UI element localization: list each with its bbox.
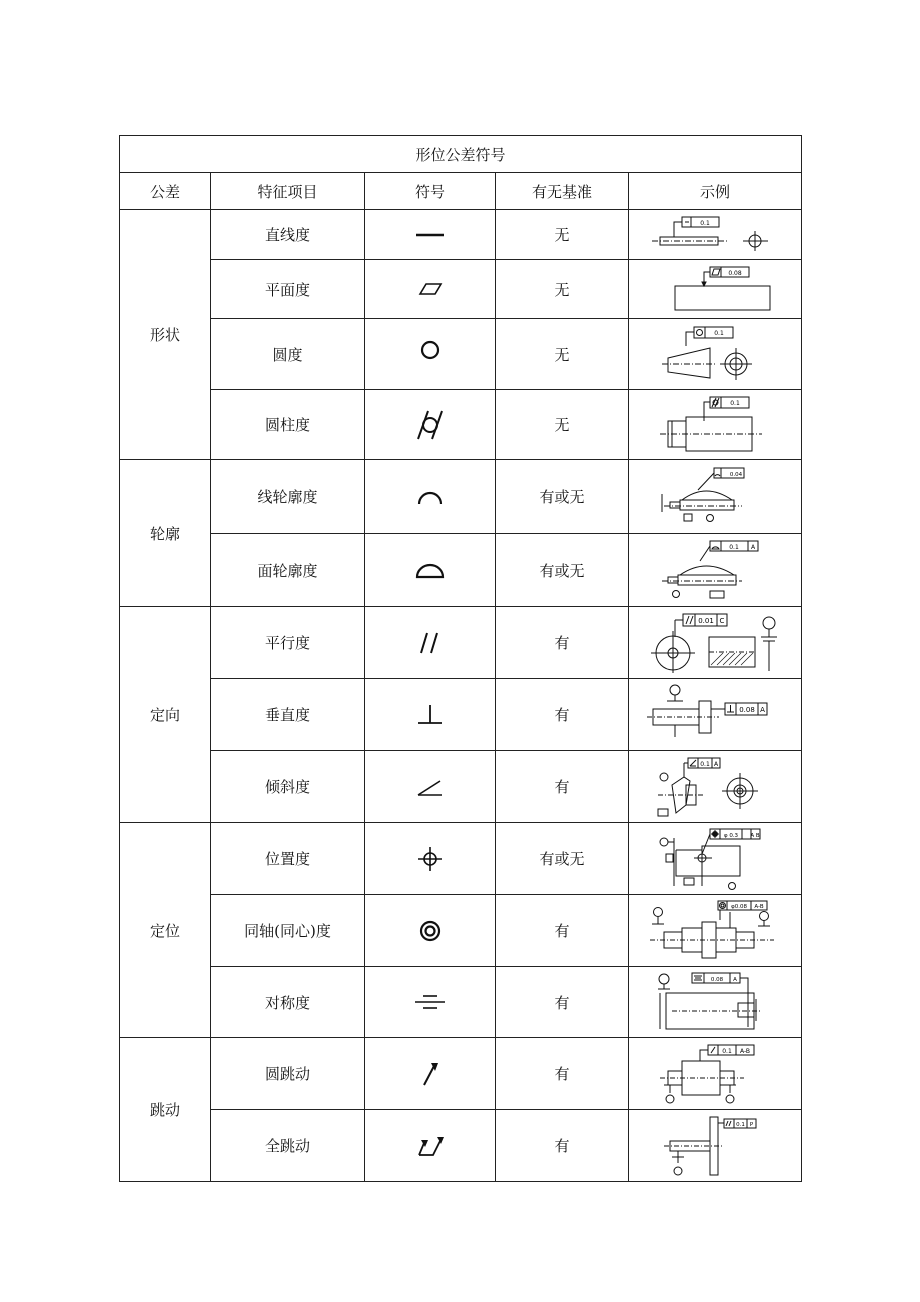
feature-cell: 垂直度 [211, 679, 365, 751]
example-datum: A [733, 977, 737, 983]
symbol-cell [365, 895, 496, 967]
example-value: 0.1 [700, 219, 710, 227]
example-value: 0.01 [698, 616, 714, 625]
datum-cell: 有 [496, 895, 629, 967]
example-cell [629, 679, 802, 751]
total-runout-example-drawing [650, 1113, 780, 1179]
feature-cell: 直线度 [211, 210, 365, 260]
category-cell: 轮廓 [120, 460, 211, 607]
parallelism-example-drawing [645, 611, 785, 675]
example-value: 0.08 [739, 705, 755, 714]
example-value: 0.04 [729, 471, 743, 478]
example-value: φ 0.3 [723, 832, 739, 839]
table-row [120, 210, 802, 260]
datum-cell: 无 [496, 390, 629, 460]
example-cell [629, 210, 802, 260]
example-cell [629, 751, 802, 823]
feature-cell: 圆跳动 [211, 1038, 365, 1110]
surface-profile-icon [410, 558, 450, 582]
table-title: 形位公差符号 [120, 136, 802, 173]
category-cell: 定位 [120, 823, 211, 1038]
example-datum: A-B [754, 903, 764, 910]
example-value: φ0.08 [731, 903, 747, 910]
table-row [120, 967, 802, 1038]
symbol-cell [365, 679, 496, 751]
table-row [120, 1110, 802, 1182]
example-cell [629, 967, 802, 1038]
example-value: 0.08 [728, 270, 742, 277]
example-value: 0.1 [700, 760, 710, 768]
flatness-example-drawing [650, 264, 780, 314]
symbol-cell [365, 967, 496, 1038]
symbol-cell [365, 607, 496, 679]
total-runout-icon [410, 1131, 450, 1161]
symmetry-example-drawing [650, 969, 780, 1035]
category-cell: 形状 [120, 210, 211, 460]
feature-cell: 同轴(同心)度 [211, 895, 365, 967]
example-value: 0.1 [730, 399, 740, 407]
table-row [120, 319, 802, 390]
datum-cell: 有 [496, 1038, 629, 1110]
feature-cell: 线轮廓度 [211, 460, 365, 534]
straightness-icon [410, 225, 450, 245]
table-row [120, 679, 802, 751]
datum-cell: 无 [496, 260, 629, 319]
example-cell [629, 1110, 802, 1182]
example-datum: P [749, 1121, 754, 1128]
datum-cell: 有 [496, 607, 629, 679]
perpendicularity-icon [410, 701, 450, 729]
table-row [120, 390, 802, 460]
angularity-example-drawing [650, 755, 780, 819]
table-row [120, 607, 802, 679]
table-row [120, 823, 802, 895]
parallelism-icon [410, 629, 450, 657]
header-example: 示例 [629, 173, 802, 210]
datum-cell: 有或无 [496, 534, 629, 607]
circular-runout-icon [410, 1059, 450, 1089]
surface-profile-example-drawing [650, 537, 780, 603]
line-profile-example-drawing [650, 464, 780, 530]
cylindricity-example-drawing [650, 395, 780, 455]
category-cell: 跳动 [120, 1038, 211, 1182]
position-example-drawing [650, 826, 780, 892]
symbol-cell [365, 390, 496, 460]
example-cell [629, 607, 802, 679]
header-tolerance: 公差 [120, 173, 211, 210]
circularity-icon [410, 340, 450, 368]
symbol-cell [365, 210, 496, 260]
datum-cell: 有 [496, 1110, 629, 1182]
example-cell [629, 319, 802, 390]
datum-cell: 有 [496, 751, 629, 823]
feature-cell: 全跳动 [211, 1110, 365, 1182]
example-datum: A B [750, 832, 760, 839]
header-row [120, 173, 802, 210]
table-row [120, 260, 802, 319]
header-symbol: 符号 [365, 173, 496, 210]
symbol-cell [365, 751, 496, 823]
symmetry-icon [410, 988, 450, 1016]
example-cell [629, 895, 802, 967]
cylindricity-icon [410, 408, 450, 442]
example-cell [629, 1038, 802, 1110]
example-value: 0.1 [729, 544, 739, 551]
header-feature: 特征项目 [211, 173, 365, 210]
datum-cell: 有或无 [496, 460, 629, 534]
symbol-cell [365, 260, 496, 319]
example-value: 0.1 [714, 330, 724, 337]
example-cell [629, 534, 802, 607]
feature-cell: 面轮廓度 [211, 534, 365, 607]
datum-cell: 无 [496, 210, 629, 260]
table-row [120, 895, 802, 967]
concentricity-example-drawing [650, 898, 780, 964]
table-row [120, 460, 802, 534]
position-icon [410, 845, 450, 873]
datum-cell: 有或无 [496, 823, 629, 895]
symbol-cell [365, 1038, 496, 1110]
symbol-cell [365, 534, 496, 607]
example-cell [629, 460, 802, 534]
symbol-cell [365, 1110, 496, 1182]
angularity-icon [410, 773, 450, 801]
straightness-example-drawing [650, 215, 780, 255]
circularity-example-drawing [650, 324, 780, 384]
example-value: 0.1 [722, 1047, 732, 1055]
symbol-cell [365, 460, 496, 534]
example-datum: A [750, 544, 756, 551]
line-profile-icon [410, 485, 450, 509]
symbol-cell [365, 319, 496, 390]
example-cell [629, 260, 802, 319]
example-datum: A [713, 760, 719, 768]
flatness-icon [410, 279, 450, 299]
feature-cell: 倾斜度 [211, 751, 365, 823]
feature-cell: 对称度 [211, 967, 365, 1038]
feature-cell: 圆柱度 [211, 390, 365, 460]
category-cell: 定向 [120, 607, 211, 823]
table-row [120, 1038, 802, 1110]
circular-runout-example-drawing [650, 1041, 780, 1107]
example-value: 0.08 [710, 977, 724, 983]
symbol-cell [365, 823, 496, 895]
perpendicularity-example-drawing [645, 683, 785, 747]
feature-cell: 圆度 [211, 319, 365, 390]
example-datum: A [760, 705, 765, 714]
tolerance-symbol-table [119, 135, 802, 1182]
concentricity-icon [410, 917, 450, 945]
header-datum: 有无基准 [496, 173, 629, 210]
table-row [120, 534, 802, 607]
table-row [120, 751, 802, 823]
example-value: 0.1 [736, 1121, 745, 1128]
feature-cell: 平行度 [211, 607, 365, 679]
example-datum: C [719, 616, 725, 625]
feature-cell: 平面度 [211, 260, 365, 319]
datum-cell: 有 [496, 967, 629, 1038]
datum-cell: 无 [496, 319, 629, 390]
feature-cell: 位置度 [211, 823, 365, 895]
example-cell [629, 390, 802, 460]
example-cell [629, 823, 802, 895]
example-datum: A-B [739, 1047, 751, 1055]
datum-cell: 有 [496, 679, 629, 751]
